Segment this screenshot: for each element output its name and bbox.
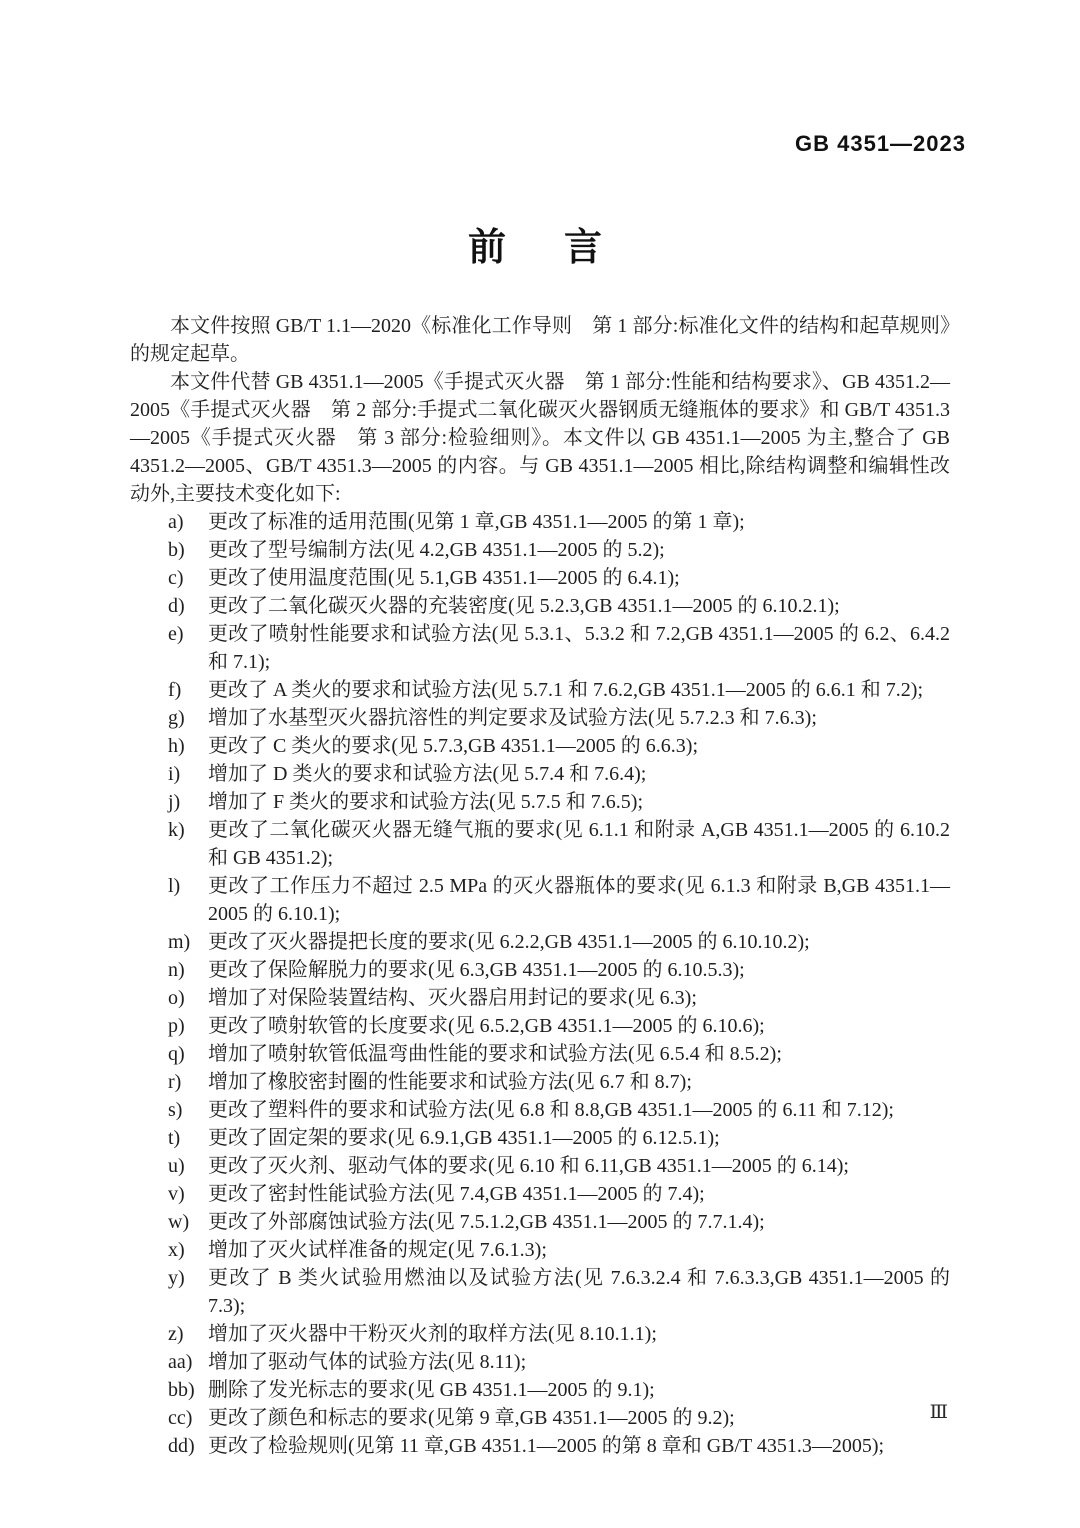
change-item-label: o) — [168, 987, 185, 1009]
change-item-text: 更改了使用温度范围(见 5.1,GB 4351.1—2005 的 6.4.1); — [208, 567, 680, 589]
change-item-label: g) — [168, 707, 185, 729]
change-item-label: i) — [168, 763, 181, 785]
change-item-label: k) — [168, 819, 185, 841]
change-item-label: d) — [168, 595, 185, 617]
change-item-text: 增加了喷射软管低温弯曲性能的要求和试验方法(见 6.5.4 和 8.5.2); — [208, 1043, 782, 1065]
change-item-text: 更改了工作压力不超过 2.5 MPa 的灭火器瓶体的要求(见 6.1.3 和附录 B,GB 4351.1—2005 的 6.10.1); — [208, 875, 950, 925]
change-item-text: 更改了颜色和标志的要求(见第 9 章,GB 4351.1—2005 的 9.2); — [208, 1407, 735, 1429]
change-item — [130, 872, 950, 928]
change-item — [130, 564, 950, 592]
change-item — [130, 788, 950, 816]
change-item-text: 更改了灭火器提把长度的要求(见 6.2.2,GB 4351.1—2005 的 6.10.10.2); — [208, 931, 810, 953]
change-item — [130, 956, 950, 984]
change-item-label: s) — [168, 1099, 183, 1121]
change-item — [130, 928, 950, 956]
change-item — [130, 676, 950, 704]
change-item-text: 更改了检验规则(见第 11 章,GB 4351.1—2005 的第 8 章和 GB/T 4351.3—2005); — [208, 1435, 885, 1457]
change-item-text: 更改了二氧化碳灭火器的充装密度(见 5.2.3,GB 4351.1—2005 的 6.10.2.1); — [208, 595, 840, 617]
change-item-label: x) — [168, 1239, 185, 1261]
change-item-label: m) — [168, 931, 191, 953]
change-item-label: bb) — [168, 1379, 195, 1401]
change-item — [130, 1124, 950, 1152]
change-item-text: 更改了喷射性能要求和试验方法(见 5.3.1、5.3.2 和 7.2,GB 4351.1—2005 的 6.2、6.4.2 和 7.1); — [208, 623, 950, 673]
change-item-label: v) — [168, 1183, 185, 1205]
change-item-label: t) — [168, 1127, 181, 1149]
change-item — [130, 732, 950, 760]
change-item — [130, 1432, 950, 1460]
change-item-text: 增加了对保险装置结构、灭火器启用封记的要求(见 6.3); — [208, 987, 697, 1009]
change-item-text: 删除了发光标志的要求(见 GB 4351.1—2005 的 9.1); — [208, 1379, 655, 1401]
change-item-text: 增加了 D 类火的要求和试验方法(见 5.7.4 和 7.6.4); — [208, 763, 647, 785]
change-item-text: 更改了固定架的要求(见 6.9.1,GB 4351.1—2005 的 6.12.5.1); — [208, 1127, 720, 1149]
change-item-text: 更改了二氧化碳灭火器无缝气瓶的要求(见 6.1.1 和附录 A,GB 4351.1—2005 的 6.10.2 和 GB 4351.2); — [208, 819, 950, 869]
change-item-text: 增加了 F 类火的要求和试验方法(见 5.7.5 和 7.6.5); — [208, 791, 643, 813]
change-item-label: cc) — [168, 1407, 193, 1429]
change-item — [130, 1320, 950, 1348]
change-item — [130, 1040, 950, 1068]
change-item-text: 更改了保险解脱力的要求(见 6.3,GB 4351.1—2005 的 6.10.5.3); — [208, 959, 745, 981]
change-item-text: 增加了驱动气体的试验方法(见 8.11); — [208, 1351, 527, 1373]
change-item-text: 更改了外部腐蚀试验方法(见 7.5.1.2,GB 4351.1—2005 的 7.7.1.4); — [208, 1211, 765, 1233]
standard-code: GB 4351—2023 — [795, 131, 966, 156]
change-item — [130, 592, 950, 620]
change-item-label: r) — [168, 1071, 182, 1093]
change-item-label: aa) — [168, 1351, 193, 1373]
change-item-text: 更改了 B 类火试验用燃油以及试验方法(见 7.6.3.2.4 和 7.6.3.3,GB 4351.1—2005 的 7.3); — [208, 1267, 950, 1317]
change-item-label: b) — [168, 539, 185, 561]
change-item-text: 增加了灭火器中干粉灭火剂的取样方法(见 8.10.1.1); — [208, 1323, 657, 1345]
change-item — [130, 1264, 950, 1320]
change-item-label: n) — [168, 959, 185, 981]
change-item-label: f) — [168, 679, 182, 701]
change-item — [130, 536, 950, 564]
change-item-label: y) — [168, 1267, 185, 1289]
changes-list — [130, 508, 950, 1460]
change-item-label: c) — [168, 567, 184, 589]
change-item-text: 增加了橡胶密封圈的性能要求和试验方法(见 6.7 和 8.7); — [208, 1071, 692, 1093]
foreword-body — [130, 312, 950, 1460]
change-item — [130, 704, 950, 732]
change-item-label: z) — [168, 1323, 184, 1345]
change-item-label: e) — [168, 623, 184, 645]
change-item-text: 更改了 A 类火的要求和试验方法(见 5.7.1 和 7.6.2,GB 4351.1—2005 的 6.6.1 和 7.2); — [208, 679, 923, 701]
change-item — [130, 1376, 950, 1404]
change-item-text: 更改了密封性能试验方法(见 7.4,GB 4351.1—2005 的 7.4); — [208, 1183, 705, 1205]
change-item-text: 更改了喷射软管的长度要求(见 6.5.2,GB 4351.1—2005 的 6.10.6); — [208, 1015, 765, 1037]
change-item — [130, 1404, 950, 1432]
change-item-text: 更改了 C 类火的要求(见 5.7.3,GB 4351.1—2005 的 6.6.3); — [208, 735, 698, 757]
change-item — [130, 984, 950, 1012]
change-item — [130, 1068, 950, 1096]
change-item — [130, 1012, 950, 1040]
change-item-label: u) — [168, 1155, 185, 1177]
change-item-text: 增加了水基型灭火器抗溶性的判定要求及试验方法(见 5.7.2.3 和 7.6.3); — [208, 707, 817, 729]
page-title: 前 言 — [467, 227, 612, 269]
change-item — [130, 508, 950, 536]
change-item — [130, 1152, 950, 1180]
change-item-label: l) — [168, 875, 181, 897]
change-item — [130, 1096, 950, 1124]
foreword-paragraph-1: 本文件按照 GB/T 1.1—2020《标准化工作导则 第 1 部分:标准化文件的结构和起草规则》的规定起草。 — [130, 315, 950, 365]
change-item-label: w) — [168, 1211, 190, 1233]
page-number: Ⅲ — [929, 1402, 948, 1423]
foreword-paragraph-2: 本文件代替 GB 4351.1—2005《手提式灭火器 第 1 部分:性能和结构要求》、GB 4351.2—2005《手提式灭火器 第 2 部分:手提式二氧化碳灭火器钢质无缝瓶体的要求》和 GB/T 4351.3—2005《手提式灭火器 第 3 部分:检验细则》。本文件以 GB 4351.1—2005 为主,整合了 GB 4351.2—2005、GB/T 4351.3—2005 的内容。与 GB 4351.1—2005 相比,除结构调整和编辑性改动外,主要技术变化如下: — [130, 371, 950, 505]
change-item — [130, 1208, 950, 1236]
change-item-text: 更改了型号编制方法(见 4.2,GB 4351.1—2005 的 5.2); — [208, 539, 665, 561]
change-item — [130, 760, 950, 788]
change-item — [130, 620, 950, 676]
change-item-text: 更改了标准的适用范围(见第 1 章,GB 4351.1—2005 的第 1 章); — [208, 511, 745, 533]
change-item-label: h) — [168, 735, 185, 757]
change-item-label: q) — [168, 1043, 185, 1065]
change-item — [130, 1348, 950, 1376]
change-item-text: 更改了塑料件的要求和试验方法(见 6.8 和 8.8,GB 4351.1—2005 的 6.11 和 7.12); — [208, 1099, 894, 1121]
change-item-label: a) — [168, 511, 184, 533]
change-item — [130, 816, 950, 872]
change-item-label: dd) — [168, 1435, 195, 1457]
change-item-label: p) — [168, 1015, 185, 1037]
change-item-text: 更改了灭火剂、驱动气体的要求(见 6.10 和 6.11,GB 4351.1—2005 的 6.14); — [208, 1155, 849, 1177]
change-item-text: 增加了灭火试样准备的规定(见 7.6.1.3); — [208, 1239, 547, 1261]
change-item — [130, 1236, 950, 1264]
change-item-label: j) — [168, 791, 181, 813]
change-item — [130, 1180, 950, 1208]
